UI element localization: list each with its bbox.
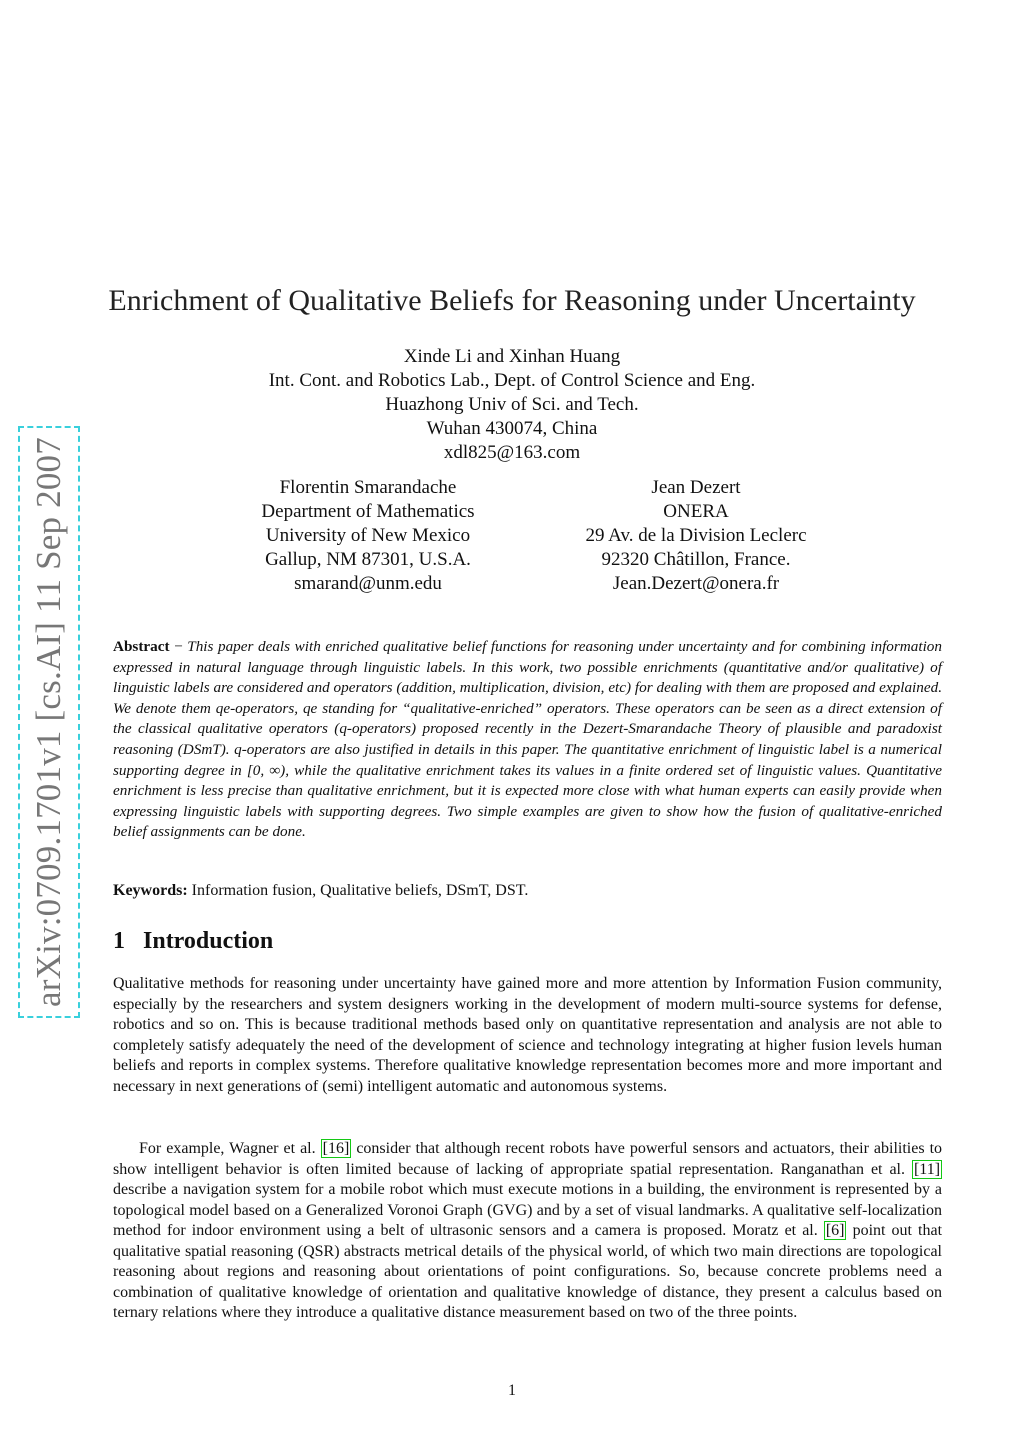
first-authors-block xyxy=(0,345,1024,465)
keywords-text: Information fusion, Qualitative beliefs, DSmT, DST. xyxy=(191,882,529,899)
author-dept: Department of Mathematics xyxy=(261,501,475,522)
section-number: 1 xyxy=(113,928,125,954)
arxiv-stamp xyxy=(18,426,80,1018)
author-email: smarand@unm.edu xyxy=(294,573,442,594)
author-city: Wuhan 430074, China xyxy=(426,418,598,439)
p2-text-2: consider that although recent robots have powerful sensors and actuators, their abilities to show intelligent behavior is often limited because of lacking of appropriate spatial representation. Ranganathan et al. xyxy=(113,1140,943,1178)
author-email: Jean.Dezert@onera.fr xyxy=(612,573,780,594)
abstract-text: This paper deals with enriched qualitative belief functions for reasoning under uncertainty and for combining information expressed in natural language through linguistic labels. In this work, two possible enrichments (quantitative and/or qualitative) of linguistic labels are considered and operators (addition, multiplication, division, etc) for dealing with them are proposed and explained. We denote them qe-operators, qe standing for “qualitative-enriched” operators. These operators can be seen as a direct extension of the classical qualitative operators (q-operators) proposed recently in the Dezert-Smarandache Theory of plausible and paradoxist reasoning (DSmT). q-operators are also justified in details in this paper. The quantitative enrichment of linguistic label is a numerical supporting degree in [0, ∞), while the qualitative enrichment takes its values in a finite ordered set of linguistic values. Quantitative enrichment is less precise than qualitative enrichment, but it is expected more close with what human experts can easily provide when expressing linguistic labels with supporting degrees. Two simple examples are given to show how the fusion of qualitative-enriched belief assignments can be done. xyxy=(113,638,942,841)
author-dezert xyxy=(531,476,861,596)
page-number: 1 xyxy=(508,1382,516,1399)
author-address: 29 Av. de la Division Leclerc xyxy=(585,525,807,546)
author-org: ONERA xyxy=(663,501,729,522)
abstract-label: Abstract xyxy=(113,638,170,655)
p2-text-3: describe a navigation system for a mobile robot which must execute motions in a building, the environment is represented by a topological model based on a Generalized Voronoi Graph (GVG) and by a set of visual landmarks. A qualitative self-localization method for indoor environment using a belt of ultrasonic sensors and a camera is proposed. Moratz et al. xyxy=(113,1181,942,1239)
arxiv-id: arXiv:0709.1701v1 [cs.AI] 11 Sep 2007 xyxy=(29,437,68,1007)
paper-title: Enrichment of Qualitative Beliefs for Reasoning under Uncertainty xyxy=(108,284,916,317)
keywords-label: Keywords: xyxy=(113,882,188,899)
keywords xyxy=(113,880,942,901)
intro-paragraph-1: Qualitative methods for reasoning under uncertainty have gained more and more attention by Information Fusion community, especially by the researchers and system designers working in the development of modern multi-source systems for defense, robotics and so on. This is because traditional methods based only on quantitative representation and analysis are not able to completely satisfy adequately the need of the development of science and technology integrating at higher fusion levels human beliefs and reports in complex systems. Therefore qualitative knowledge representation becomes more and more important and necessary in next generations of (semi) intelligent automatic and autonomous systems. xyxy=(113,975,942,1095)
author-email: xdl825@163.com xyxy=(443,442,581,463)
author-city: 92320 Châtillon, France. xyxy=(601,549,791,570)
p2-text-1: For example, Wagner et al. xyxy=(139,1140,316,1157)
abstract xyxy=(113,637,942,843)
author-smarandache xyxy=(203,476,533,596)
author-names: Xinde Li and Xinhan Huang xyxy=(403,346,621,367)
author-name: Jean Dezert xyxy=(651,477,741,498)
author-univ: Huazhong Univ of Sci. and Tech. xyxy=(385,394,639,415)
abstract-dash: − xyxy=(174,638,183,655)
citation-link-11[interactable]: [11] xyxy=(913,1160,941,1178)
author-dept: Int. Cont. and Robotics Lab., Dept. of Control Science and Eng. xyxy=(268,370,756,391)
p2-text-4: point out that qualitative spatial reasoning (QSR) abstracts metrical details of the physical world, of which two main directions are topological reasoning about regions and reasoning about orientations of point configurations. So, because concrete problems need a combination of qualitative knowledge of orientation and qualitative knowledge of distance, they present a calculus based on ternary relations where they introduce a qualitative distance measurement based on two of the three points. xyxy=(113,1222,943,1321)
section-heading xyxy=(113,928,273,955)
author-name: Florentin Smarandache xyxy=(279,477,457,498)
author-city: Gallup, NM 87301, U.S.A. xyxy=(265,549,471,570)
citation-link-16[interactable]: [16] xyxy=(322,1140,350,1157)
intro-paragraph-2 xyxy=(113,1139,942,1324)
citation-link-6[interactable]: [6] xyxy=(825,1222,845,1239)
author-univ: University of New Mexico xyxy=(265,525,471,546)
section-title: Introduction xyxy=(143,928,274,954)
